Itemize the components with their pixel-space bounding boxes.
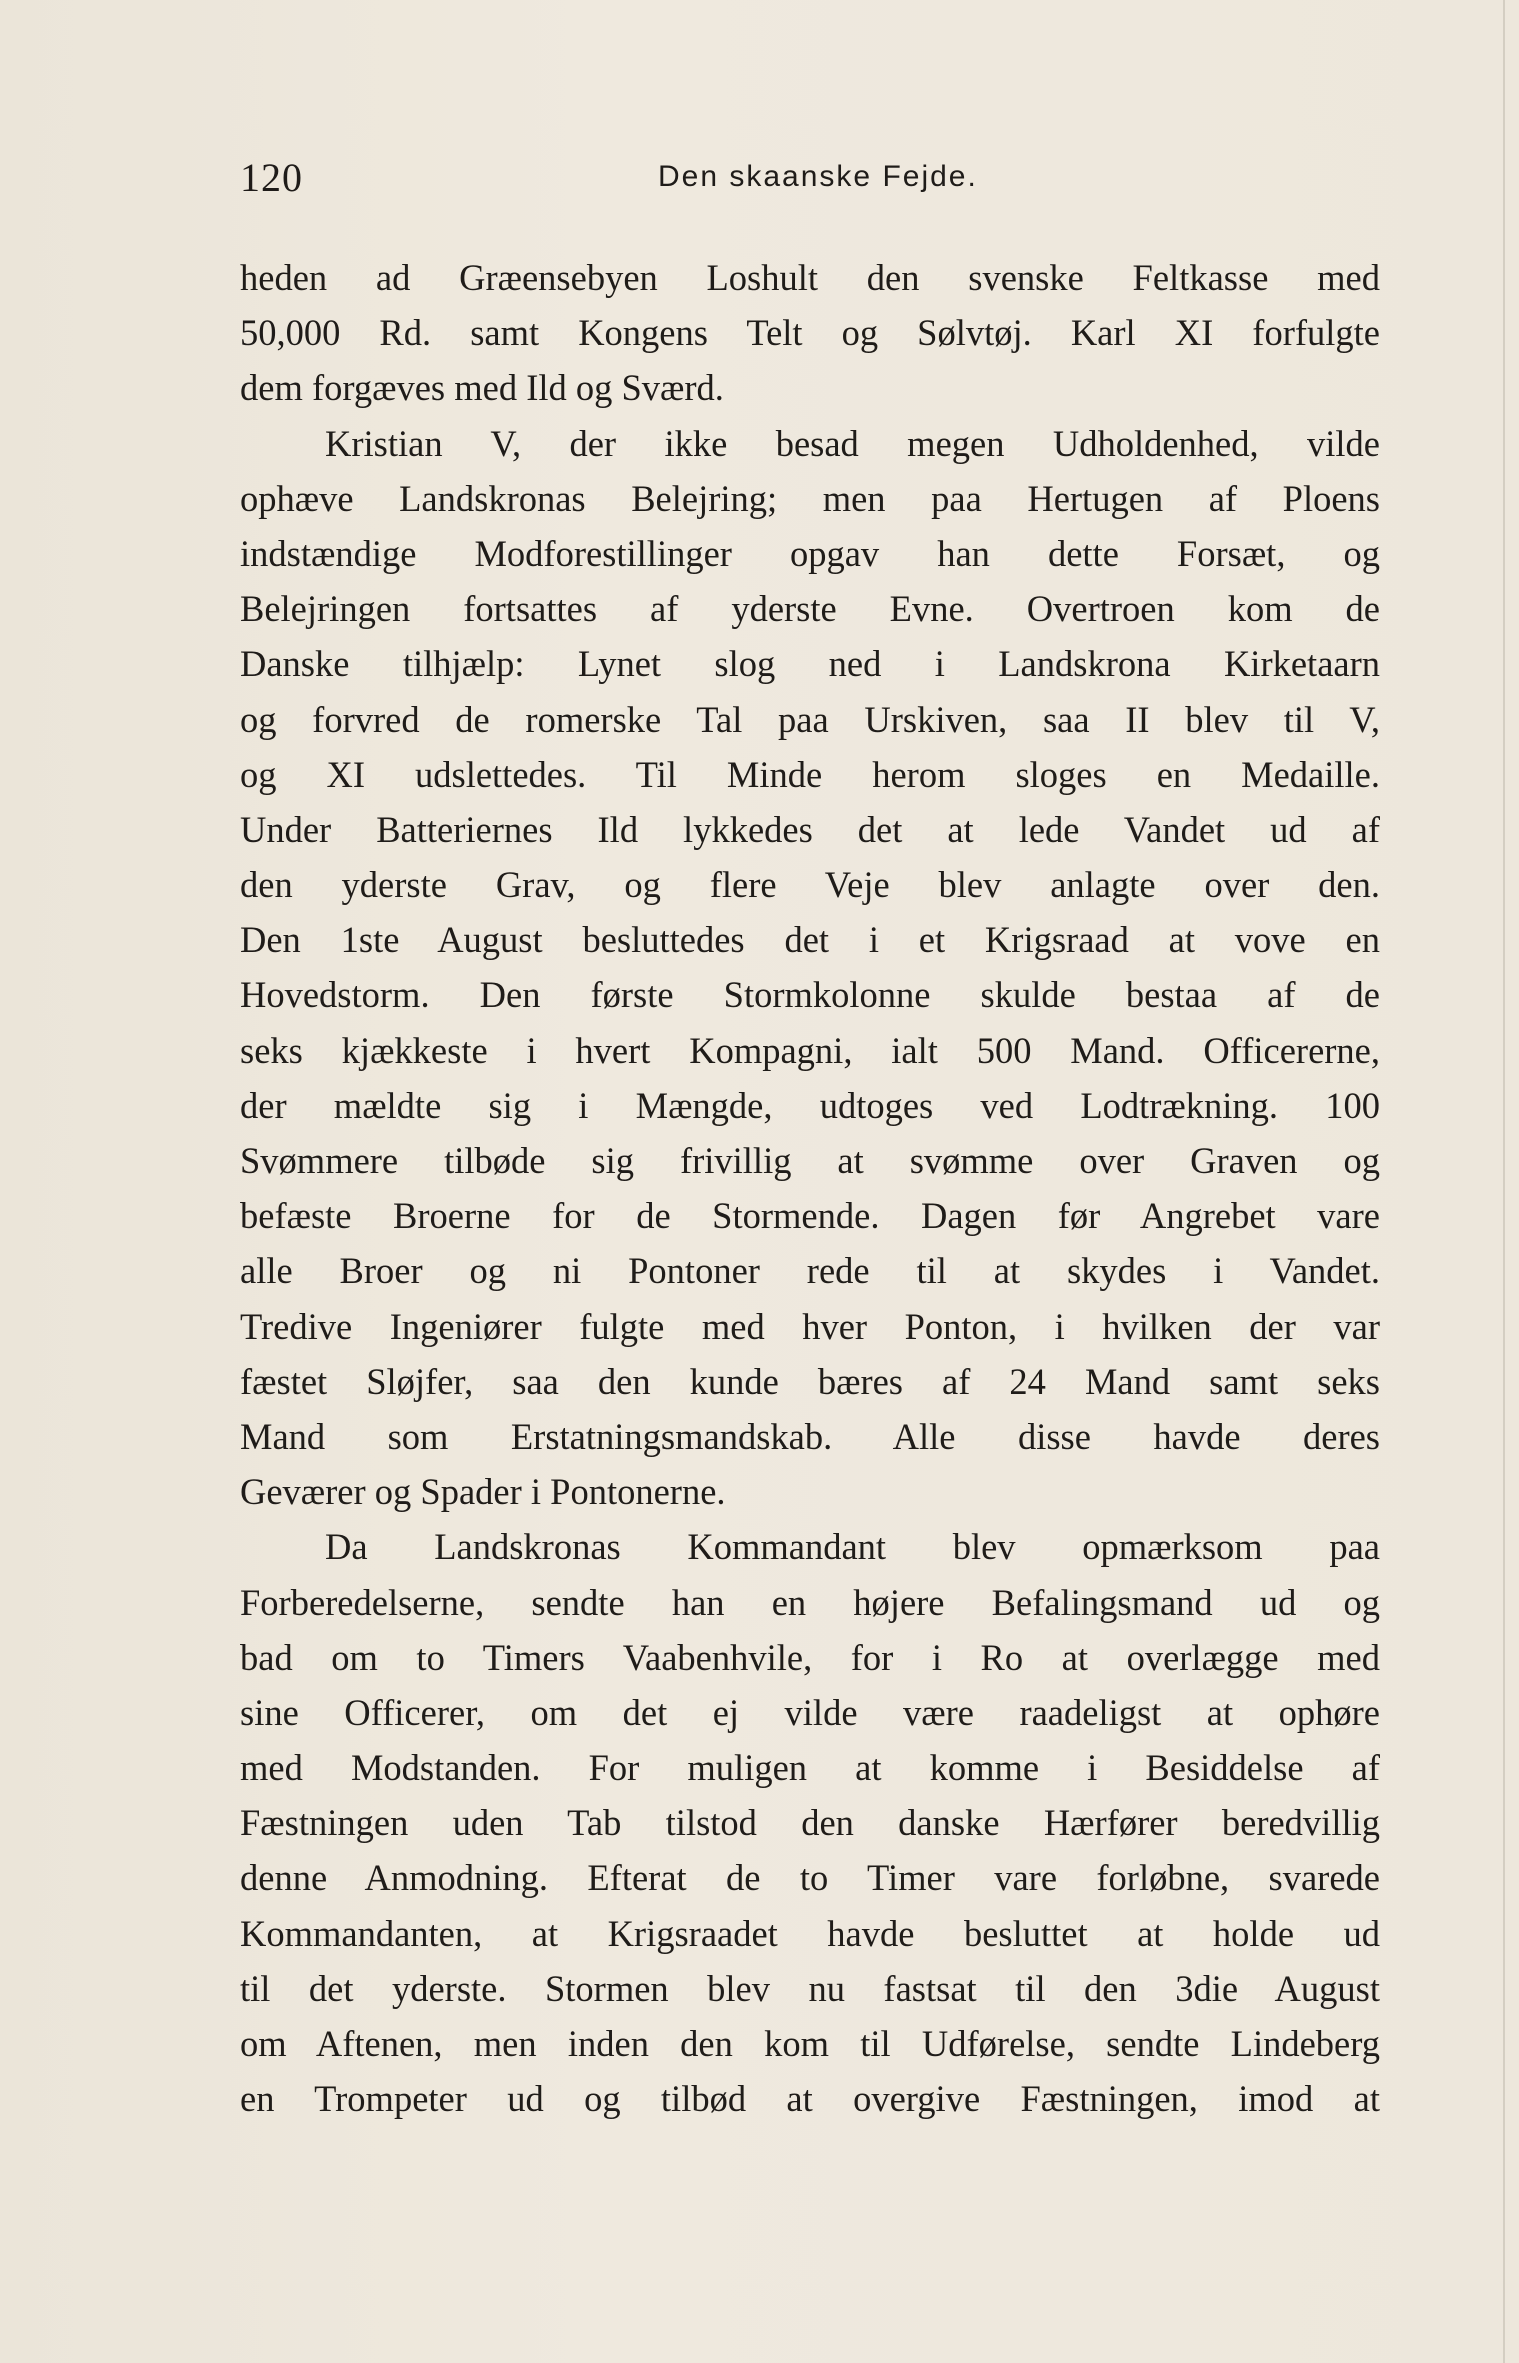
- text-line: Geværer og Spader i Pontonerne.: [240, 1471, 726, 1513]
- text-line: Da Landskronas Kommandant blev opmærksom paa: [325, 1526, 1380, 1568]
- text-line: Svømmere tilbøde sig frivillig at svømme over Graven og: [240, 1140, 1380, 1181]
- text-line: Den 1ste August besluttedes det i et Krigsraad at vove en: [240, 919, 1380, 961]
- text-line: sine Officerer, om det ej vilde være raadeligst at ophøre: [240, 1691, 1380, 1733]
- text-line: Kristian V, der ikke besad megen Udholdenhed, vilde: [325, 422, 1380, 464]
- text-line: bad om to Timers Vaabenhvile, for i Ro at overlægge med: [240, 1636, 1380, 1678]
- text-line: indstændige Modforestillinger opgav han dette Forsæt, og: [240, 532, 1380, 574]
- text-line: seks kjækkeste i hvert Kompagni, ialt 500 Mand. Officererne,: [240, 1029, 1380, 1071]
- running-title: Den skaanske Fejde.: [658, 160, 978, 193]
- text-line: en Trompeter ud og tilbød at overgive Fæstningen, imod at: [240, 2078, 1380, 2120]
- text-line: Danske tilhjælp: Lynet slog ned i Landskrona Kirketaarn: [240, 643, 1380, 685]
- text-line: 50,000 Rd. samt Kongens Telt og Sølvtøj. Karl XI forfulgte: [240, 312, 1380, 354]
- text-line: Mand som Erstatningsmandskab. Alle disse havde deres: [240, 1415, 1380, 1457]
- text-line: den yderste Grav, og flere Veje blev anlagte over den.: [240, 864, 1380, 906]
- text-line: Fæstningen uden Tab tilstod den danske Hærfører beredvillig: [240, 1802, 1380, 1844]
- text-line: og XI udslettedes. Til Minde herom sloges en Medaille.: [240, 753, 1380, 795]
- running-head: [240, 150, 1380, 210]
- text-line: Under Batteriernes Ild lykkedes det at lede Vandet ud af: [240, 808, 1380, 850]
- text-line: ophæve Landskronas Belejring; men paa Hertugen af Ploens: [240, 477, 1380, 519]
- text-line: der mældte sig i Mængde, udtoges ved Lodtrækning. 100: [240, 1084, 1380, 1126]
- text-line: til det yderste. Stormen blev nu fastsat til den 3die August: [240, 1967, 1380, 2009]
- text-line: om Aftenen, men inden den kom til Udførelse, sendte Lindeberg: [240, 2023, 1380, 2064]
- text-line: Kommandanten, at Krigsraadet havde besluttet at holde ud: [240, 1912, 1380, 1954]
- text-line: Hovedstorm. Den første Stormkolonne skulde bestaa af de: [240, 974, 1380, 1016]
- text-line: med Modstanden. For muligen at komme i Besiddelse af: [240, 1747, 1380, 1789]
- text-line: befæste Broerne for de Stormende. Dagen før Angrebet vare: [240, 1195, 1380, 1237]
- text-line: denne Anmodning. Efterat de to Timer vare forløbne, svarede: [240, 1857, 1380, 1899]
- text-line: Forberedelserne, sendte han en højere Befalingsmand ud og: [240, 1581, 1380, 1623]
- text-line: og forvred de romerske Tal paa Urskiven, saa II blev til V,: [240, 698, 1380, 740]
- text-line: Tredive Ingeniører fulgte med hver Ponton, i hvilken der var: [240, 1305, 1380, 1347]
- text-line: Belejringen fortsattes af yderste Evne. Overtroen kom de: [240, 588, 1380, 630]
- text-line: dem forgæves med Ild og Sværd.: [240, 367, 724, 409]
- text-line: heden ad Græensebyen Loshult den svenske Feltkasse med: [240, 257, 1380, 298]
- page-number: 120: [240, 155, 303, 200]
- text-line: fæstet Sløjfer, saa den kunde bæres af 24 Mand samt seks: [240, 1360, 1380, 1402]
- body-text: [240, 250, 1380, 2126]
- text-line: alle Broer og ni Pontoner rede til at skydes i Vandet.: [240, 1250, 1380, 1292]
- page-edge: [1503, 0, 1505, 2363]
